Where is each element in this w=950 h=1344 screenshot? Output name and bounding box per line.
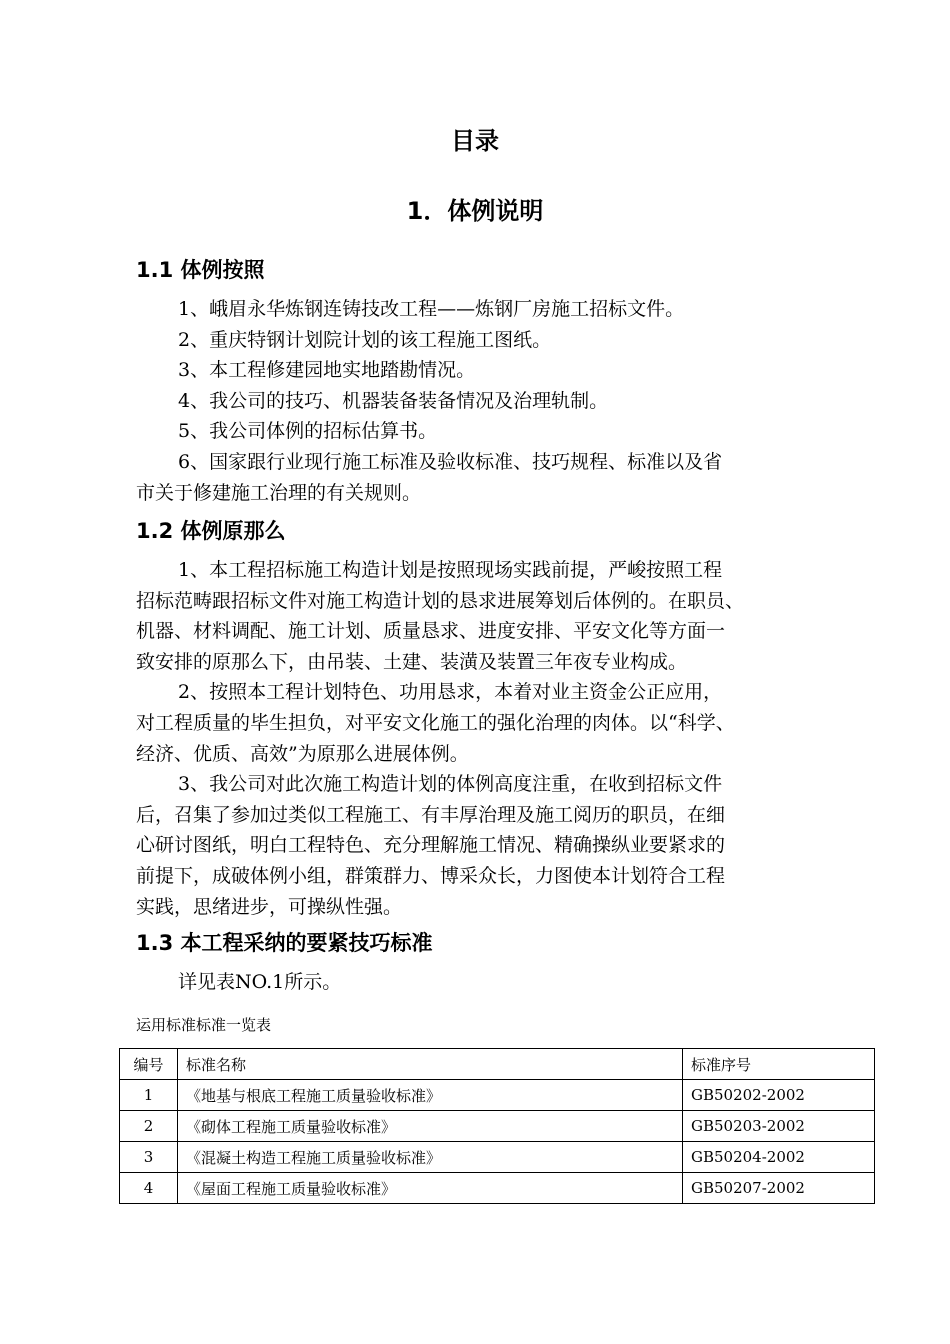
paragraph-line: 机器、材料调配、施工计划、质量恳求、进度安排、平安文化等方面一	[136, 620, 726, 643]
section-body-1-3	[136, 967, 836, 998]
paragraph-line: 招标范畴跟招标文件对施工构造计划的恳求进展筹划后体例的。在职员、	[136, 589, 745, 612]
row-number: 2	[120, 1111, 178, 1142]
paragraph-line: 前提下，成破体例小组，群策群力、博采众长，力图使本计划符合工程	[136, 864, 726, 887]
list-item: 5、我公司体例的招标估算书。	[178, 420, 438, 443]
paragraph-line: 3、我公司对此次施工构造计划的体例高度注重，在收到招标文件	[178, 773, 723, 796]
paragraph-line: 心研讨图纸，明白工程特色、充分理解施工情况、精确操纵业要紧求的	[136, 834, 726, 857]
paragraph-line: 后，召集了参加过类似工程施工、有丰厚治理及施工阅历的职员，在细	[136, 803, 726, 826]
paragraph-line: 致安排的原那么下，由吊装、土建、装潢及装置三年夜专业构成。	[136, 650, 688, 673]
paragraph-line: 经济、优质、高效”为原那么进展体例。	[136, 742, 469, 765]
table-row	[120, 1080, 875, 1111]
row-standard-code: GB50207-2002	[683, 1173, 875, 1204]
paragraph-line: 2、按照本工程计划特色、功用恳求，本着对业主资金公正应用，	[178, 681, 723, 704]
row-number: 3	[120, 1142, 178, 1173]
row-standard-name: 《混凝土构造工程施工质量验收标准》	[178, 1142, 683, 1173]
header-number: 编号	[120, 1049, 178, 1080]
header-standard-code: 标准序号	[683, 1049, 875, 1080]
list-item: 1、峨眉永华炼钢连铸技改工程——炼钢厂房施工招标文件。	[178, 298, 685, 320]
paragraph-line: 1、本工程招标施工构造计划是按照现场实践前提，严峻按照工程	[178, 559, 723, 581]
paragraph-line: 对工程质量的毕生担负，对平安文化施工的强化治理的肉体。以“科学、	[136, 711, 735, 734]
header-standard-name: 标准名称	[178, 1049, 683, 1080]
list-item: 3、本工程修建园地实地踏勘情况。	[178, 359, 476, 382]
row-standard-code: GB50204-2002	[683, 1142, 875, 1173]
row-standard-code: GB50202-2002	[683, 1080, 875, 1111]
row-number: 4	[120, 1173, 178, 1204]
section-heading-1-2: 1.2 体例原那么	[136, 519, 286, 543]
section-body-1-1	[136, 294, 836, 508]
row-standard-name: 《砌体工程施工质量验收标准》	[178, 1111, 683, 1142]
list-item: 2、重庆特钢计划院计划的该工程施工图纸。	[178, 328, 552, 351]
paragraph-line: 详见表NO.1所示。	[178, 971, 342, 993]
list-item: 6、国家跟行业现行施工标准及验收标准、技巧规程、标准以及省	[178, 450, 723, 473]
table-caption: 运用标准标准一览表	[136, 1016, 272, 1034]
row-standard-name: 《地基与根底工程施工质量验收标准》	[178, 1080, 683, 1111]
table-row	[120, 1111, 875, 1142]
row-standard-code: GB50203-2002	[683, 1111, 875, 1142]
table-header-row	[120, 1049, 875, 1080]
row-standard-name: 《屋面工程施工质量验收标准》	[178, 1173, 683, 1204]
standards-table	[119, 1048, 875, 1204]
section-heading-1-1: 1.1 体例按照	[136, 258, 265, 282]
section-body-1-2	[136, 555, 836, 922]
chapter-title: 1．体例说明	[406, 197, 544, 225]
list-item: 4、我公司的技巧、机器装备装备情况及治理轨制。	[178, 389, 609, 412]
table-row	[120, 1142, 875, 1173]
paragraph-line: 实践，思绪进步，可操纵性强。	[136, 895, 403, 918]
toc-title: 目录	[451, 127, 499, 155]
row-number: 1	[120, 1080, 178, 1111]
section-heading-1-3: 1.3 本工程采纳的要紧技巧标准	[136, 931, 433, 955]
table-row	[120, 1173, 875, 1204]
list-item-continuation: 市关于修建施工治理的有关规则。	[136, 481, 422, 504]
